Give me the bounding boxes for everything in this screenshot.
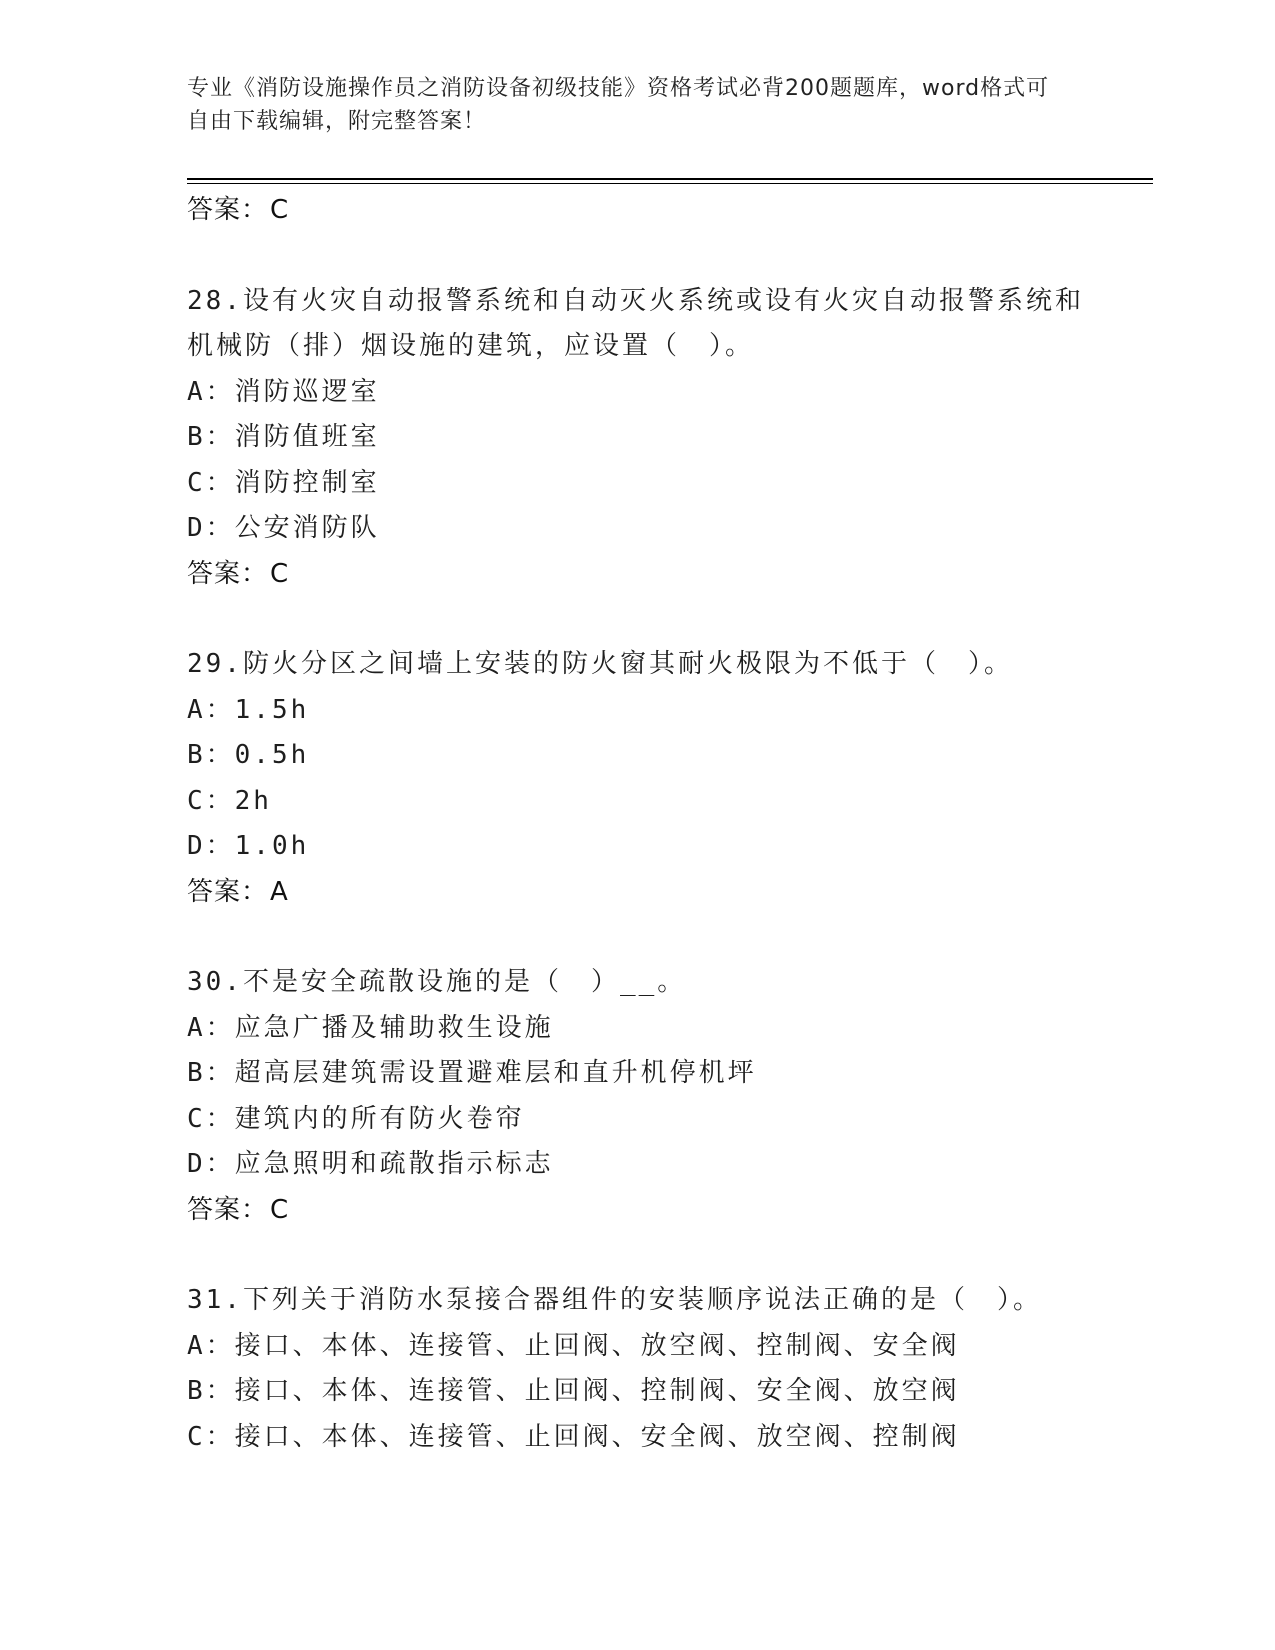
option-c: C：建筑内的所有防火卷帘 (187, 1103, 525, 1134)
option-b: B：超高层建筑需设置避难层和直升机停机坪 (187, 1058, 757, 1088)
option-b: B：接口、本体、连接管、止回阀、控制阀、安全阀、放空阀 (187, 1376, 960, 1406)
question-stem-line: 30.不是安全疏散设施的是（ ）__。 (187, 967, 687, 997)
option-a: A：接口、本体、连接管、止回阀、放空阀、控制阀、安全阀 (187, 1330, 960, 1361)
question-stem-line: 31.下列关于消防水泵接合器组件的安装顺序说法正确的是（ ）。 (187, 1285, 1042, 1315)
question-stem-line: 机械防（排）烟设施的建筑，应设置（ ）。 (187, 331, 755, 361)
header-divider-thin (187, 183, 1153, 184)
question-block (187, 960, 1147, 1233)
answer-label: 答案： (187, 195, 269, 225)
option-a: A：1.5h (187, 694, 310, 725)
option-c: C：接口、本体、连接管、止回阀、安全阀、放空阀、控制阀 (187, 1421, 960, 1452)
answer-line (187, 188, 1147, 234)
answer-line (187, 552, 1147, 598)
option-c: C：2h (187, 785, 272, 816)
option-d: D：1.0h (187, 831, 310, 861)
header-divider-thick (187, 178, 1153, 180)
question-block (187, 642, 1147, 915)
answer-value: A (270, 876, 289, 907)
question-block (187, 1278, 1147, 1460)
answer-line (187, 870, 1147, 916)
option-b: B：消防值班室 (187, 422, 380, 452)
option-a: A：应急广播及辅助救生设施 (187, 1012, 554, 1043)
answer-value: C (270, 1194, 290, 1225)
question-stem-line: 28.设有火灾自动报警系统和自动灭火系统或设有火灾自动报警系统和 (187, 285, 1084, 316)
answer-label: 答案： (187, 558, 269, 589)
answer-label: 答案： (187, 876, 269, 907)
answer-value: C (270, 558, 290, 589)
answer-label: 答案： (187, 1194, 269, 1225)
answer-value: C (270, 195, 290, 225)
option-a: A：消防巡逻室 (187, 376, 380, 407)
document-header: 专业《消防设施操作员之消防设备初级技能》资格考试必背200题题库，word格式可自由下载编辑，附完整答案！ (187, 76, 1050, 134)
question-stem-line: 29.防火分区之间墙上安装的防火窗其耐火极限为不低于（ ）。 (187, 649, 1013, 679)
question-block (187, 279, 1147, 598)
option-c: C：消防控制室 (187, 467, 380, 498)
option-b: B：0.5h (187, 740, 310, 770)
option-d: D：公安消防队 (187, 513, 380, 543)
document-body (187, 188, 1147, 1460)
answer-line (187, 1188, 1147, 1234)
option-d: D：应急照明和疏散指示标志 (187, 1149, 554, 1179)
